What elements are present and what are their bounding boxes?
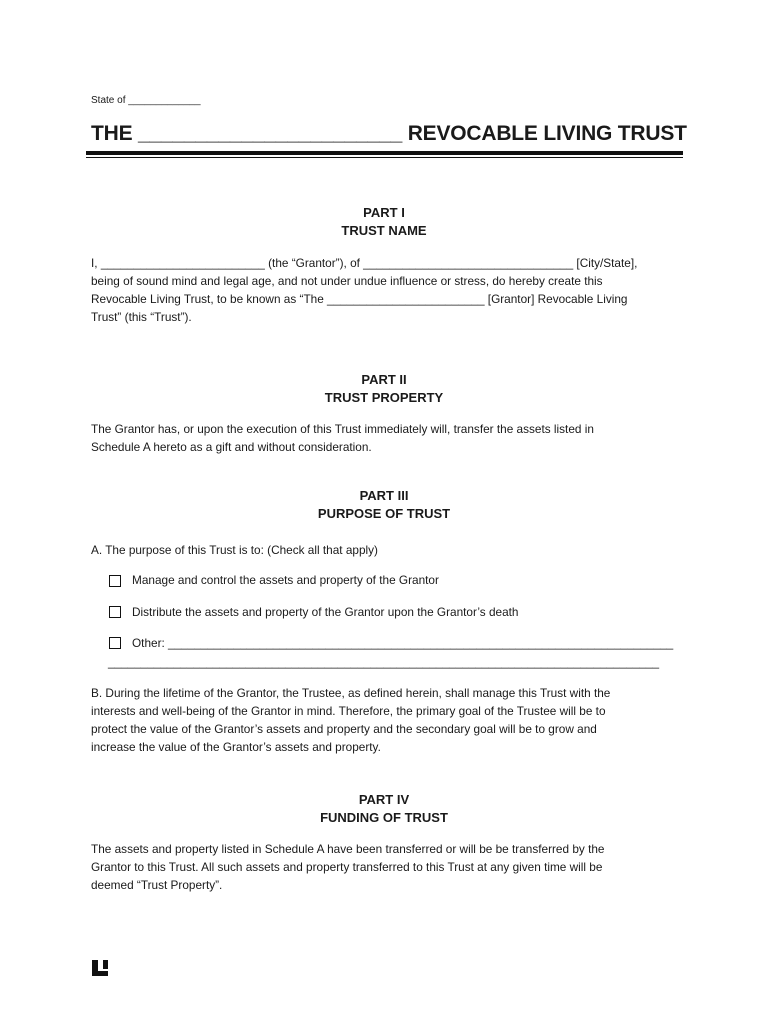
part-4-number: PART IV (358, 792, 410, 807)
paragraph-line: I, _________________________ (the “Grantor”), of ________________________________ [City/State], (91, 256, 638, 270)
paragraph-line: protect the value of the Grantor’s assets and property and the secondary goal will be to grow and (91, 722, 597, 736)
paragraph-line: Revocable Living Trust, to be known as “The ________________________ [Grantor] Revocable Living (91, 292, 628, 306)
checkbox-other[interactable] (109, 637, 121, 649)
option-manage-label: Manage and control the assets and property of the Grantor (132, 573, 439, 587)
part-4-paragraph (91, 840, 683, 894)
paragraph-line: Trust” (this “Trust”). (91, 310, 192, 324)
paragraph-line: deemed “Trust Property”. (91, 878, 223, 892)
option-other-label: Other: _____________________________________________________________________________ (132, 636, 674, 650)
part-1-paragraph (91, 254, 683, 326)
paragraph-line: Schedule A hereto as a gift and without consideration. (91, 440, 372, 454)
document-title: THE _______________________ REVOCABLE LIVING TRUST (91, 122, 687, 145)
part-2-number: PART II (361, 372, 407, 387)
other-blank-line: ____________________________________________________________________________________ (108, 655, 660, 669)
part-4-title: FUNDING OF TRUST (320, 810, 448, 825)
part-3-paragraph-b (91, 684, 683, 756)
option-distribute-label: Distribute the assets and property of the Grantor upon the Grantor’s death (132, 605, 519, 619)
checkbox-distribute[interactable] (109, 606, 121, 618)
part-1-number: PART I (363, 205, 405, 220)
state-of-label: State of _____________ (91, 95, 201, 106)
paragraph-line: increase the value of the Grantor’s assets and property. (91, 740, 381, 754)
part-3-intro: A. The purpose of this Trust is to: (Check all that apply) (91, 543, 378, 557)
title-rule-thin (86, 157, 683, 158)
paragraph-line: Grantor to this Trust. All such assets and property transferred to this Trust at any given time will be (91, 860, 603, 874)
checkbox-manage[interactable] (109, 575, 121, 587)
paragraph-line: The Grantor has, or upon the execution of this Trust immediately will, transfer the assets listed in (91, 422, 594, 436)
part-3-title: PURPOSE OF TRUST (317, 506, 451, 521)
part-1-title: TRUST NAME (341, 223, 427, 238)
paragraph-line: The assets and property listed in Schedule A have been transferred or will be be transferred by the (91, 842, 605, 856)
paragraph-line: being of sound mind and legal age, and not under undue influence or stress, do hereby create this (91, 274, 603, 288)
part-2-title: TRUST PROPERTY (324, 390, 444, 405)
brand-logo-icon (91, 959, 109, 977)
title-rule-thick (86, 151, 683, 155)
part-2-paragraph (91, 420, 683, 456)
paragraph-line: B. During the lifetime of the Grantor, the Trustee, as defined herein, shall manage this Trust with the (91, 686, 611, 700)
paragraph-line: interests and well-being of the Grantor in mind. Therefore, the primary goal of the Trustee will be to (91, 704, 606, 718)
part-3-number: PART III (359, 488, 409, 503)
